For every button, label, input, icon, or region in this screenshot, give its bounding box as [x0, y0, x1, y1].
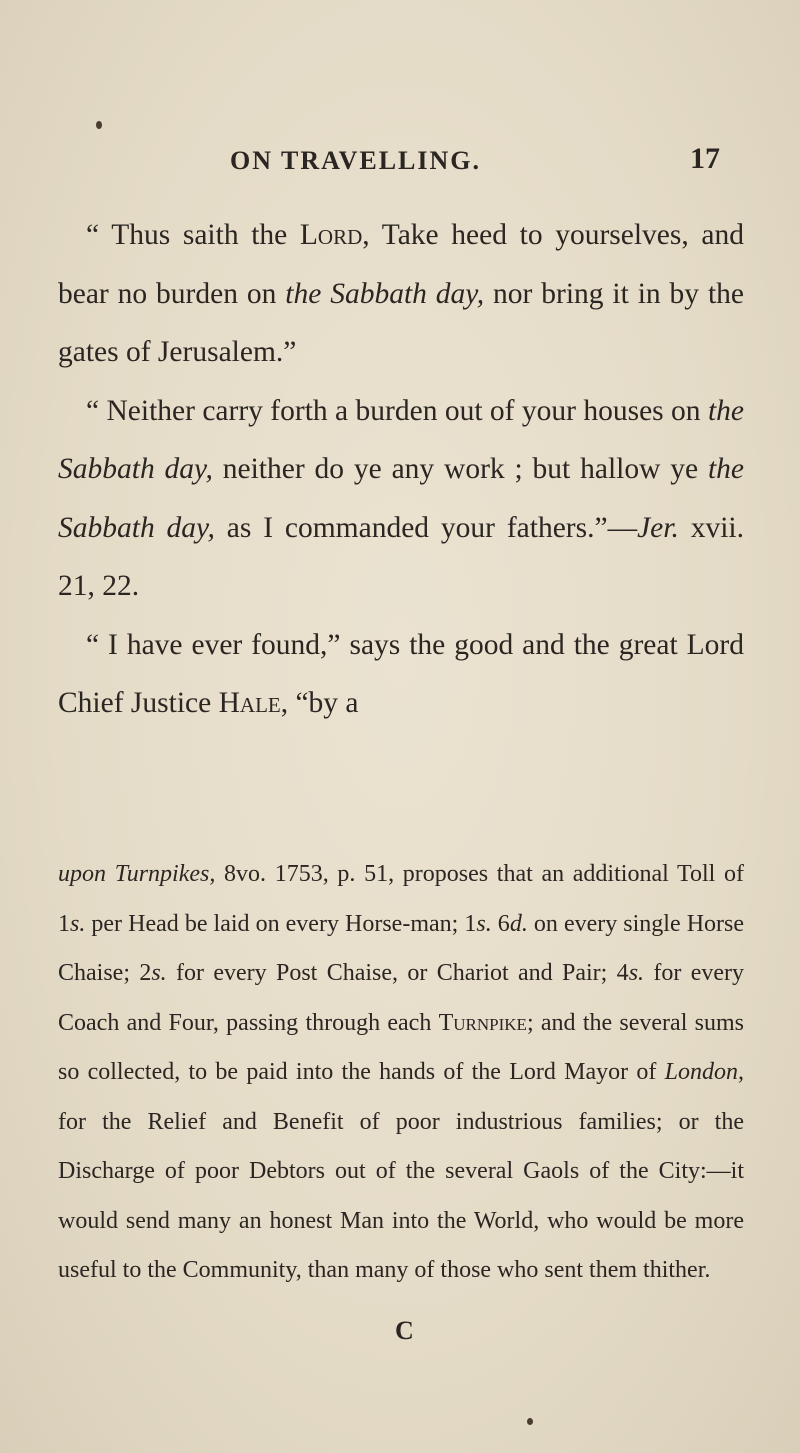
- paper-speck: [96, 121, 102, 129]
- italic-abbrev: s.: [151, 960, 167, 986]
- small-caps-lord: Lord: [299, 219, 363, 251]
- text-run: “ Neither carry forth a burden out of your houses on: [86, 394, 708, 427]
- paragraph-scripture-2: [58, 382, 744, 616]
- text-run: “ I have ever found,” says the good and the great Lord Chief Justice: [58, 628, 744, 719]
- footnote-paragraph: [58, 850, 744, 1296]
- text-run: ; and the several sums so collected, to be paid into the hands of the Lord Mayor of: [58, 1009, 744, 1085]
- text-run: 8vo. 1753, p. 51, proposes that an additional Toll of 1: [58, 861, 744, 937]
- paper-speck: [527, 1418, 533, 1425]
- paragraph-scripture-1: [58, 206, 744, 382]
- text-run: for the Relief and Benefit of poor industrious families; or the Discharge of poor Debtors out of the several Gaols of the City:—it would send many an honest Man into the World, who would be more useful to the Community, than many of those who sent them thither.: [58, 1108, 744, 1283]
- text-run: 6: [491, 910, 510, 937]
- text-run: per Head be laid on every Horse-man; 1: [85, 910, 477, 937]
- text-run: nor bring it in by the gates of Jerusalem.”: [58, 277, 744, 368]
- text-run: , “by a: [280, 687, 359, 719]
- text-run: for every Coach and Four, passing through each: [58, 960, 744, 1036]
- text-run: on every single Horse Chaise; 2: [58, 910, 745, 986]
- italic-word: Turnpikes,: [114, 861, 216, 887]
- italic-phrase: the Sabbath day,: [58, 394, 744, 485]
- italic-abbrev: s.: [476, 910, 492, 937]
- italic-phrase: the Sabbath day,: [58, 453, 744, 544]
- page-number: 17: [690, 142, 720, 175]
- footnote: [58, 850, 744, 1296]
- running-title: ON TRAVELLING.: [230, 146, 481, 175]
- small-caps-turnpike: Turnpike: [438, 1009, 527, 1036]
- signature-mark: C: [395, 1316, 414, 1345]
- text-run: neither do ye any work ; but hallow ye: [212, 453, 708, 485]
- italic-reference: Jer.: [637, 511, 679, 544]
- text-run: as I commanded your fathers.”—: [214, 511, 638, 544]
- text-run: “ Thus saith the: [86, 219, 300, 251]
- paragraph-hale-quote: [58, 616, 744, 733]
- text-run: , Take heed to yourselves, and bear no burden on: [58, 219, 744, 310]
- text-run: for every Post Chaise, or Chariot and Pair; 4: [166, 960, 629, 986]
- italic-word: upon: [58, 861, 115, 887]
- italic-abbrev: d.: [509, 910, 528, 937]
- small-caps-hale: Hale: [218, 687, 281, 719]
- text-run: xvii. 21, 22.: [58, 511, 744, 602]
- italic-abbrev: s.: [628, 960, 645, 986]
- italic-word: London,: [664, 1059, 744, 1085]
- italic-phrase: the Sabbath day,: [285, 277, 485, 310]
- italic-abbrev: s.: [70, 910, 86, 937]
- main-text: [58, 206, 744, 733]
